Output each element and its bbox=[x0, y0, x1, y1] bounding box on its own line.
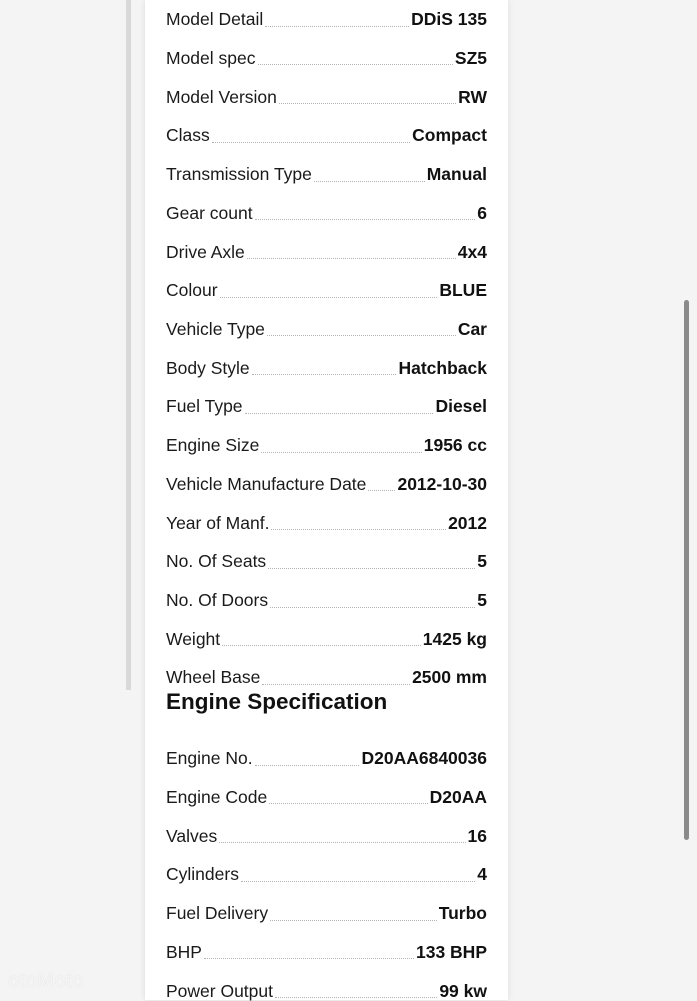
spec-row-vehicle-type bbox=[166, 300, 487, 339]
dot-leader bbox=[258, 64, 453, 65]
spec-label: Weight bbox=[166, 628, 221, 649]
dot-leader bbox=[255, 219, 476, 220]
dot-leader bbox=[262, 684, 410, 685]
spec-label: Class bbox=[166, 125, 210, 146]
spec-value: 133 BHP bbox=[415, 941, 487, 962]
dot-leader bbox=[268, 568, 475, 569]
spec-row-year-of-manf bbox=[166, 493, 487, 532]
spec-row-model-detail bbox=[166, 0, 487, 29]
spec-value: 4x4 bbox=[457, 241, 487, 262]
spec-label: Engine Code bbox=[166, 786, 268, 807]
watermark-logo: otoMoto bbox=[8, 970, 84, 992]
spec-label: Model spec bbox=[166, 47, 256, 68]
dot-leader bbox=[314, 181, 425, 182]
spec-value: 1425 kg bbox=[422, 628, 487, 649]
dot-leader bbox=[247, 258, 456, 259]
spec-row-transmission-type bbox=[166, 145, 487, 184]
spec-value: BLUE bbox=[439, 280, 487, 301]
dot-leader bbox=[255, 765, 360, 766]
spec-row-engine-size bbox=[166, 416, 487, 455]
spec-row-valves bbox=[166, 806, 487, 845]
dot-leader bbox=[267, 335, 456, 336]
dot-leader bbox=[252, 374, 397, 375]
spec-row-fuel-delivery bbox=[166, 884, 487, 923]
spec-value: Manual bbox=[426, 164, 487, 185]
dot-leader bbox=[219, 842, 465, 843]
spec-row-weight bbox=[166, 610, 487, 649]
spec-row-bhp bbox=[166, 923, 487, 962]
spec-label: Drive Axle bbox=[166, 241, 245, 262]
spec-label: Fuel Type bbox=[166, 396, 243, 417]
spec-label: Transmission Type bbox=[166, 164, 312, 185]
spec-row-power-output bbox=[166, 961, 487, 1000]
spec-value: D20AA6840036 bbox=[361, 748, 487, 769]
spec-label: Cylinders bbox=[166, 864, 239, 885]
spec-label: Engine No. bbox=[166, 748, 253, 769]
spec-label: Colour bbox=[166, 280, 218, 301]
spec-label: Power Output bbox=[166, 980, 273, 1001]
spec-value: Hatchback bbox=[398, 357, 487, 378]
vertical-scrollbar[interactable] bbox=[684, 300, 689, 840]
dot-leader bbox=[269, 803, 427, 804]
spec-row-class bbox=[166, 106, 487, 145]
spec-label: Valves bbox=[166, 825, 218, 846]
spec-row-engine-no bbox=[166, 729, 487, 768]
spec-row-gear-count bbox=[166, 184, 487, 223]
spec-row-model-spec bbox=[166, 29, 487, 68]
spec-label: Body Style bbox=[166, 357, 250, 378]
spec-label: Model Version bbox=[166, 86, 277, 107]
spec-value: Diesel bbox=[435, 396, 487, 417]
spec-row-manufacture-date bbox=[166, 455, 487, 494]
dot-leader bbox=[279, 103, 456, 104]
dot-leader bbox=[241, 881, 475, 882]
dot-leader bbox=[368, 490, 395, 491]
spec-row-model-version bbox=[166, 67, 487, 106]
spec-label: Vehicle Type bbox=[166, 318, 265, 339]
spec-row-fuel-type bbox=[166, 377, 487, 416]
spec-label: Fuel Delivery bbox=[166, 903, 269, 924]
vehicle-spec-card bbox=[145, 0, 508, 1000]
spec-row-drive-axle bbox=[166, 222, 487, 261]
dot-leader bbox=[261, 452, 421, 453]
dot-leader bbox=[204, 958, 414, 959]
engine-specification-list bbox=[166, 729, 487, 1000]
dot-leader bbox=[270, 607, 475, 608]
dot-leader bbox=[275, 997, 437, 998]
spec-row-doors bbox=[166, 571, 487, 610]
spec-row-wheel-base bbox=[166, 648, 487, 687]
dot-leader bbox=[245, 413, 434, 414]
spec-label: No. Of Doors bbox=[166, 590, 269, 610]
dot-leader bbox=[212, 142, 410, 143]
spec-value: 5 bbox=[477, 590, 487, 610]
spec-value: DDiS 135 bbox=[411, 9, 487, 30]
spec-label: BHP bbox=[166, 941, 202, 962]
spec-row-colour bbox=[166, 261, 487, 300]
spec-value: Compact bbox=[412, 125, 487, 146]
spec-value: 6 bbox=[477, 202, 487, 223]
dot-leader bbox=[270, 920, 437, 921]
spec-value: 1956 cc bbox=[423, 435, 487, 456]
spec-row-engine-code bbox=[166, 768, 487, 807]
spec-value: 2500 mm bbox=[412, 667, 487, 688]
spec-value: 99 kw bbox=[439, 980, 487, 1001]
dot-leader bbox=[220, 297, 438, 298]
dot-leader bbox=[265, 26, 409, 27]
spec-value: 16 bbox=[467, 825, 487, 846]
spec-value: D20AA bbox=[429, 786, 487, 807]
spec-row-seats bbox=[166, 532, 487, 571]
background-panel-edge bbox=[126, 0, 131, 690]
spec-row-cylinders bbox=[166, 845, 487, 884]
spec-label: Gear count bbox=[166, 202, 253, 223]
spec-value: 2012-10-30 bbox=[397, 473, 487, 494]
spec-label: Vehicle Manufacture Date bbox=[166, 473, 367, 494]
vehicle-details-list bbox=[166, 0, 487, 687]
spec-label: Wheel Base bbox=[166, 667, 261, 688]
spec-label: Model Detail bbox=[166, 9, 264, 30]
spec-value: 4 bbox=[477, 864, 487, 885]
spec-value: 2012 bbox=[448, 512, 487, 533]
spec-value: SZ5 bbox=[454, 47, 487, 68]
spec-label: Engine Size bbox=[166, 435, 260, 456]
spec-value: RW bbox=[458, 86, 487, 107]
spec-label: Year of Manf. bbox=[166, 512, 270, 533]
engine-specification-heading: Engine Specification bbox=[166, 689, 388, 714]
spec-value: Turbo bbox=[438, 903, 487, 924]
spec-label: No. Of Seats bbox=[166, 551, 267, 572]
dot-leader bbox=[222, 645, 421, 646]
spec-value: Car bbox=[457, 318, 487, 339]
spec-value: 5 bbox=[477, 551, 487, 572]
dot-leader bbox=[271, 529, 446, 530]
spec-row-body-style bbox=[166, 338, 487, 377]
